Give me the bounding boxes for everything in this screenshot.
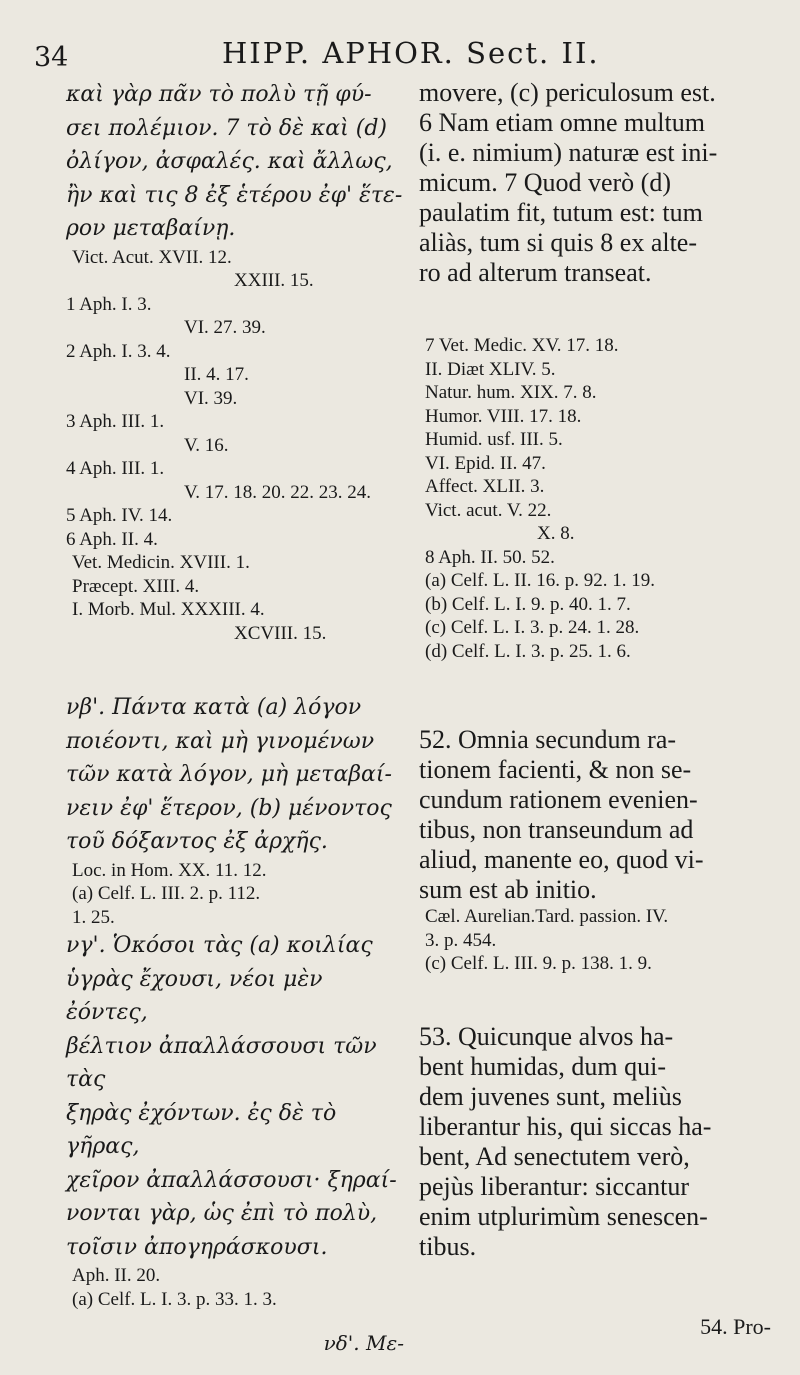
- latin-text-line: 52. Omnia secundum ra-: [419, 725, 677, 754]
- catchword: νδ'. Με-: [323, 1331, 404, 1355]
- latin-text-line: micum. 7 Quod verò (d): [419, 168, 672, 197]
- reference-line: 6 Aph. II. 4.: [66, 528, 158, 550]
- greek-text-line: ξηρὰς ἐχόντων. ἐς δὲ τὸ γῆρας,: [66, 1100, 337, 1159]
- reference-line: Vict. acut. V. 22.: [425, 499, 552, 521]
- reference-line: Cæl. Aurelian.Tard. passion. IV.: [425, 906, 669, 927]
- reference-line: Humor. VIII. 17. 18.: [425, 405, 582, 427]
- latin-text-line: enim utplurimùm senescen-: [419, 1201, 708, 1231]
- spacer: [419, 304, 771, 318]
- reference-line: I. Morb. Mul. XXXIII. 4.: [72, 599, 265, 620]
- greek-text-line: τοῖσιν ἀπογηράσκουσι.: [66, 1234, 328, 1260]
- reference-line: 5 Aph. IV. 14.: [66, 505, 173, 526]
- reference-line: 7 Vet. Medic. XV. 17. 18.: [425, 335, 619, 356]
- reference-line: Præcept. XIII. 4.: [72, 575, 200, 597]
- greek-text-line: νειν ἐφ' ἕτερον, (b) μένοντος: [66, 795, 392, 821]
- spacer: [419, 1278, 771, 1292]
- reference-line: 1. 25.: [72, 906, 115, 928]
- reference-line: Humid. usf. III. 5.: [425, 429, 563, 450]
- greek-column: [66, 78, 404, 1375]
- reference-line: (a) Celf. L. III. 2. p. 112.: [72, 883, 261, 904]
- greek-text-line: ποιέοντι, καὶ μὴ γινομένων: [66, 728, 375, 754]
- latin-text-line: paulatim fit, tutum est: tum: [419, 198, 703, 227]
- reference-line: II. Diæt XLIV. 5.: [425, 358, 556, 380]
- latin-text-line: movere, (c) periculosum est.: [419, 78, 716, 107]
- reference-line: Loc. in Hom. XX. 11. 12.: [72, 859, 267, 881]
- reference-line: XCVIII. 15.: [234, 622, 327, 644]
- reference-line: V. 16.: [184, 434, 229, 456]
- reference-line: X. 8.: [537, 523, 575, 544]
- greek-text-line: βέλτιον ἀπαλλάσσουσι τῶν τὰς: [66, 1033, 377, 1092]
- running-title: HIPP. APHOR. Sect. II.: [222, 36, 600, 70]
- reference-line: 3 Aph. III. 1.: [66, 411, 165, 432]
- greek-text-line: ὀλίγον, ἀσφαλές. καὶ ἄλλως,: [66, 149, 393, 174]
- latin-text-line: cundum rationem evenien-: [419, 785, 698, 814]
- latin-text-line: ro ad alterum transeat.: [419, 258, 652, 287]
- greek-text-line: ρον μεταβαίνῃ.: [66, 216, 236, 241]
- greek-text-line: ὑγρὰς ἔχουσι, νέοι μὲν ἐόντες,: [66, 966, 323, 1025]
- reference-line: (b) Celf. L. I. 9. p. 40. 1. 7.: [425, 593, 631, 615]
- greek-text-line: τῶν κατὰ λόγον, μὴ μεταβαί-: [66, 762, 392, 787]
- greek-text-line: τοῦ δόξαντος ἐξ ἀρχῆς.: [66, 829, 328, 854]
- reference-line: II. 4. 17.: [184, 364, 249, 385]
- page-number: 34: [34, 42, 69, 73]
- greek-text-line: νονται γὰρ, ὡς ἐπὶ τὸ πολὺ,: [66, 1201, 378, 1226]
- reference-line: VI. 39.: [184, 387, 238, 409]
- greek-text-line: καὶ γὰρ πᾶν τὸ πολὺ τῇ φύ-: [66, 82, 372, 107]
- latin-text-line: bent humidas, dum qui-: [419, 1051, 666, 1081]
- reference-line: 3. p. 454.: [425, 929, 497, 951]
- reference-line: Vict. Acut. XVII. 12.: [72, 246, 232, 268]
- reference-line: (a) Celf. L. II. 16. p. 92. 1. 19.: [425, 570, 656, 591]
- reference-line: 1 Aph. I. 3.: [66, 293, 152, 315]
- latin-text-line: (i. e. nimium) naturæ est ini-: [419, 138, 718, 167]
- spacer: [419, 992, 771, 1006]
- latin-text-line: bent, Ad senectutem verò,: [419, 1141, 690, 1171]
- greek-text-line: νγ'. Ὁκόσοι τὰς (a) κοιλίας: [66, 933, 373, 958]
- greek-text-line: σει πολέμιον. 7 τὸ δὲ καὶ (d): [66, 115, 388, 141]
- reference-line: VI. 27. 39.: [184, 317, 266, 338]
- page-header: [34, 32, 774, 82]
- reference-line: 4 Aph. III. 1.: [66, 458, 165, 479]
- spacer: [66, 661, 404, 675]
- reference-line: (c) Celf. L. III. 9. p. 138. 1. 9.: [425, 953, 652, 974]
- reference-line: Vet. Medicin. XVIII. 1.: [72, 552, 250, 573]
- latin-text-line: sum est ab initio.: [419, 875, 597, 904]
- latin-text-line: liberantur his, qui siccas ha-: [419, 1111, 712, 1141]
- latin-text-line: aliàs, tum si quis 8 ex alte-: [419, 228, 698, 257]
- spacer: [419, 679, 771, 709]
- reference-line: (a) Celf. L. I. 3. p. 33. 1. 3.: [72, 1288, 277, 1310]
- latin-text-line: tibus, non transeundum ad: [419, 815, 694, 844]
- reference-line: 2 Aph. I. 3. 4.: [66, 340, 171, 362]
- latin-text-line: aliud, manente eo, quod vi-: [419, 845, 704, 874]
- latin-text-line: 6 Nam etiam omne multum: [419, 108, 705, 137]
- reference-line: Aph. II. 20.: [72, 1265, 161, 1286]
- reference-line: VI. Epid. II. 47.: [425, 452, 546, 474]
- greek-text-line: νβ'. Πάντα κατὰ (a) λόγον: [66, 695, 362, 720]
- greek-text-line: ἢν καὶ τις 8 ἐξ ἑτέρου ἐφ' ἕτε-: [66, 182, 403, 208]
- latin-column: [419, 78, 771, 1362]
- reference-line: XXIII. 15.: [234, 270, 314, 291]
- catchword: 54. Pro-: [700, 1313, 771, 1339]
- reference-line: Natur. hum. XIX. 7. 8.: [425, 382, 597, 403]
- reference-line: (c) Celf. L. I. 3. p. 24. 1. 28.: [425, 617, 640, 638]
- reference-line: 8 Aph. II. 50. 52.: [425, 546, 555, 568]
- latin-text-line: pejùs liberantur: siccantur: [419, 1171, 690, 1201]
- latin-text-line: dem juvenes sunt, meliùs: [419, 1081, 682, 1111]
- reference-line: V. 17. 18. 20. 22. 23. 24.: [184, 481, 372, 503]
- greek-text-line: χεῖρον ἀπαλλάσσουσι· ξηραί-: [66, 1167, 397, 1193]
- latin-text-line: tibus.: [419, 1231, 477, 1261]
- latin-text-line: 53. Quicunque alvos ha-: [419, 1021, 674, 1051]
- reference-line: (d) Celf. L. I. 3. p. 25. 1. 6.: [425, 640, 631, 662]
- reference-line: Affect. XLII. 3.: [425, 476, 545, 497]
- latin-text-line: tionem facienti, & non se-: [419, 755, 692, 784]
